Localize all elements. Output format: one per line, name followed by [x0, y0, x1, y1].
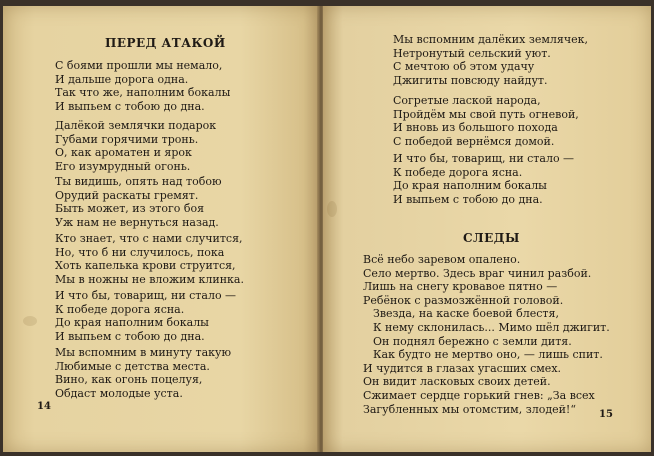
poem-line: Мы в ножны не вложим клинка. [55, 272, 244, 286]
stanza [55, 119, 216, 173]
poem-line: До края наполним бокалы [393, 179, 547, 193]
paper-stain [327, 201, 337, 217]
poem-line: Лишь на снегу кровавое пятно — [363, 280, 558, 294]
poem-line: И выпьем с тобою до дна. [55, 329, 205, 343]
poem-line: Сжимает сердце горький гнев: „За всех [363, 388, 595, 402]
poem-line: Орудий раскаты гремят. [55, 188, 199, 202]
poem-line: Загубленных мы отомстим, злодей!“ [363, 402, 576, 416]
right-page [323, 6, 651, 452]
stanza [55, 59, 230, 113]
poem-line: Мы вспомним в минуту такую [55, 346, 232, 359]
poem-line: И выпьем с тобою до дна. [393, 192, 543, 206]
poem-line: Так что же, наполним бокалы [55, 86, 231, 100]
poem-line: С мечтою об этом удачу [393, 60, 535, 74]
poem-line: Обдаст молодые уста. [55, 386, 183, 400]
poem-body [363, 253, 610, 416]
poem-title: СЛЕДЫ [463, 231, 520, 245]
stanza [55, 175, 222, 229]
poem-line: Кто знает, что с нами случится, [55, 232, 243, 245]
poem-line: Ты видишь, опять над тобою [55, 175, 222, 188]
stanza [393, 94, 579, 148]
page-number: 15 [599, 409, 613, 420]
poem-line: Быть может, из этого боя [55, 202, 205, 216]
poem-line: Любимые с детства места. [55, 359, 210, 373]
poem-line: Село мертво. Здесь враг чинил разбой. [363, 266, 592, 280]
stanza [55, 346, 231, 400]
stanza [393, 33, 588, 87]
poem-line: К нему склонилась... Мимо шёл джигит. [373, 320, 610, 334]
paper-stain [23, 316, 37, 326]
poem-line: С боями прошли мы немало, [55, 59, 223, 72]
stanza [55, 289, 236, 343]
poem-line: Звезда, на каске боевой блестя, [373, 307, 559, 321]
poem-line: Мы вспомним далёких землячек, [393, 33, 588, 46]
poem-line: Он видит ласковых своих детей. [363, 375, 551, 389]
poem-line: И вновь из большого похода [393, 121, 558, 135]
poem-title: ПЕРЕД АТАКОЙ [105, 36, 226, 50]
poem-line: И выпьем с тобою до дна. [55, 99, 205, 113]
poem-line: Губами горячими тронь. [55, 132, 199, 146]
page-number: 14 [37, 401, 51, 412]
poem-line: Как будто не мертво оно, — лишь спит. [373, 348, 603, 362]
poem-line: Хоть капелька крови струится, [55, 259, 236, 273]
poem-line: Ребёнок с размозжённой головой. [363, 293, 564, 307]
poem-line: И что бы, товарищ, ни стало — [55, 289, 237, 302]
poem-line: Но, что б ни случилось, пока [55, 245, 225, 259]
poem-line: Всё небо заревом опалено. [363, 253, 521, 266]
poem-line: Его изумрудный огонь. [55, 159, 191, 173]
poem-line: Далёкой землячки подарок [55, 119, 217, 132]
poem-line: К победе дорога ясна. [393, 165, 523, 179]
poem-line: О, как ароматен и ярок [55, 146, 192, 160]
left-page [3, 6, 319, 452]
poem-line: Он поднял бережно с земли дитя. [373, 334, 572, 348]
poem-line: Джигиты повсюду найдут. [393, 73, 548, 87]
poem-line: И дальше дорога одна. [55, 72, 189, 86]
stanza [55, 232, 244, 286]
book-spread [3, 6, 651, 452]
stanza [393, 152, 574, 206]
poem-line: Вино, как огонь поцелуя, [55, 373, 203, 387]
poem-line: До края наполним бокалы [55, 316, 209, 330]
poem-line: И что бы, товарищ, ни стало — [393, 152, 575, 165]
poem-line: Нетронутый сельский уют. [393, 46, 551, 60]
poem-line: К победе дорога ясна. [55, 302, 185, 316]
poem-line: Согретые лаской народа, [393, 94, 541, 107]
poem-line: Пройдём мы свой путь огневой, [393, 107, 579, 121]
poem-line: С победой вернёмся домой. [393, 134, 555, 148]
poem-line: Уж нам не вернуться назад. [55, 215, 219, 229]
poem-line: И чудится в глазах угасших смех. [363, 361, 562, 375]
